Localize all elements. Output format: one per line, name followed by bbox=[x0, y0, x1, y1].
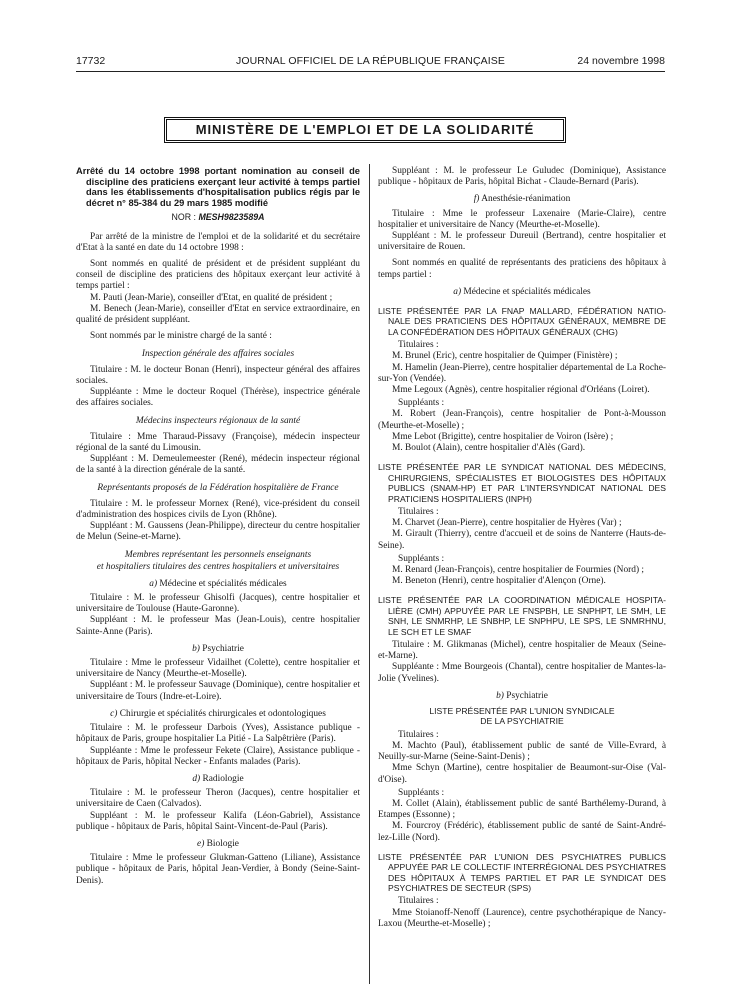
section-heading: Représentants proposés de la Fédération hospitalière de France bbox=[97, 483, 339, 494]
paragraph: Titulaire : Mme le professeur Laxenaire (Marie-Claire), centre hospitalier et universitaire de Nancy (Meurthe-et-Moselle). bbox=[378, 208, 666, 230]
left-column bbox=[76, 166, 360, 887]
nor-code: MESH9823589A bbox=[198, 212, 265, 223]
list-item: M. Beneton (Henri), centre hospitalier d'Alençon (Orne). bbox=[392, 576, 606, 587]
list-item: M. Brunel (Eric), centre hospitalier de Quimper (Finistère) ; bbox=[392, 351, 618, 362]
paragraph: Titulaire : Mme le professeur Glukman-Gatteno (Liliane), Assistance publique - hôpitaux de Paris, hôpital Jean-Verdier, à Bondy (Seine-Saint-Denis). bbox=[76, 853, 360, 886]
list-item: M. Boulot (Alain), centre hospitalier d'Alès (Gard). bbox=[392, 443, 586, 454]
list-item: M. Charvet (Jean-Pierre), centre hospitalier de Hyères (Var) ; bbox=[392, 518, 622, 529]
suppleants-label: Suppléants : bbox=[398, 787, 445, 798]
subsection-heading: d) Radiologie bbox=[192, 773, 244, 784]
paragraph: Titulaire : M. le professeur Mornex (René), vice-président du conseil d'administration des hospices civils de Lyon (Rhône). bbox=[76, 498, 360, 520]
page-header bbox=[76, 55, 665, 71]
column-divider bbox=[369, 164, 370, 984]
paragraph: Titulaire : Mme Tharaud-Pissavy (Françoise), médecin inspecteur régional de la santé du Limousin. bbox=[76, 431, 360, 453]
paragraph: Suppléant : M. le professeur Sauvage (Dominique), centre hospitalier et universitaire de Tours (Indre-et-Loire). bbox=[76, 680, 360, 702]
list-heading: LISTE PRÉSENTÉE PAR L'UNION DES PSYCHIATRES PUBLICS APPUYÉE PAR LE COLLECTIF INTERRÉGIONAL DES PSYCHIATRES DES HÔPITAUX À TEMPS PARTIEL ET PAR LE SYNDICAT DES PSYCHIATRES DE SECTEUR (SPS) bbox=[378, 851, 666, 894]
list-item: M. Girault (Thierry), centre d'accueil et de soins de Nanterre (Hauts-de-Seine). bbox=[378, 529, 666, 551]
issue-date: 24 novembre 1998 bbox=[577, 55, 665, 67]
subsection-heading: b) Psychiatrie bbox=[192, 643, 244, 654]
list-item: Mme Legoux (Agnès), centre hospitalier régional d'Orléans (Loiret). bbox=[392, 385, 650, 396]
section-heading: et hospitaliers titulaires des centres hospitaliers et universitaires bbox=[96, 561, 340, 572]
paragraph: Titulaire : M. le docteur Bonan (Henri), inspecteur général des affaires sociales. bbox=[76, 364, 360, 386]
paragraph: Suppléant : M. le professeur Le Guludec (Dominique), Assistance publique - hôpitaux de Paris, hôpital Bichat - Claude-Bernard (Paris). bbox=[378, 166, 666, 188]
suppleants-label: Suppléants : bbox=[398, 398, 445, 409]
paragraph: Titulaire : M. le professeur Ghisolfi (Jacques), centre hospitalier et universitaire de Toulouse (Haute-Garonne). bbox=[76, 593, 360, 615]
list-item: M. Robert (Jean-François), centre hospitalier de Pont-à-Mousson (Meurthe-et-Moselle) ; bbox=[378, 409, 666, 431]
paragraph: Sont nommés en qualité de représentants des praticiens des hôpitaux à temps partiel : bbox=[378, 258, 666, 280]
titulaires-label: Titulaires : bbox=[398, 896, 439, 907]
list-heading: LISTE PRÉSENTÉE PAR LE SYNDICAT NATIONAL DES MÉDECINS, CHIRURGIENS, SPÉCIALISTES ET BIOLOGISTES DES HÔPITAUX PUBLICS (SNAM-HP) ET PAR L'INTERSYNDICAT NATIONAL DES PRATICIENS HOSPITALIERS (INPH) bbox=[378, 462, 666, 504]
section-heading: Inspection générale des affaires sociales bbox=[141, 349, 295, 360]
subsection-heading: a) Médecine et spécialités médicales bbox=[453, 286, 591, 297]
list-item: Suppléante : Mme Bourgeois (Chantal), centre hospitalier de Mantes-la-Jolie (Yvelines). bbox=[378, 662, 666, 684]
list-heading: LISTE PRÉSENTÉE PAR LA COORDINATION MÉDICALE HOSPITA- LIÈRE (CMH) APPUYÉE PAR LE FNSPBH, LE SNPHPT, LE SMH, LE SNH, LE SNMRHP, LE SNBHP, LE SNPHPU, LE SPS, LE SNMRHNU, LE SCH ET LE SMAF bbox=[378, 595, 666, 637]
paragraph: Par arrêté de la ministre de l'emploi et de la solidarité et du secrétaire d'Etat à la santé en date du 14 octobre 1998 : bbox=[76, 231, 360, 253]
paragraph: Sont nommés en qualité de président et de président suppléant du conseil de discipline des praticiens des hôpitaux exerçant leur activité à temps partiel : bbox=[76, 258, 360, 292]
list-heading: DE LA PSYCHIATRIE bbox=[480, 716, 564, 727]
list-item: M. Machto (Paul), établissement public de santé de Ville-Evrard, à Neuilly-sur-Marne (Seine-Saint-Denis) ; bbox=[378, 740, 666, 763]
suppleants-label: Suppléants : bbox=[398, 553, 445, 564]
titulaires-label: Titulaires : bbox=[398, 506, 439, 517]
titulaires-label: Titulaires : bbox=[398, 340, 439, 351]
titulaires-label: Titulaires : bbox=[398, 729, 439, 740]
list-item: M. Collet (Alain), établissement public de santé Barthélemy-Durand, à Etampes (Essonne) ; bbox=[378, 799, 666, 821]
list-item: M. Fourcroy (Frédéric), établissement public de santé de Saint-André-lez-Lille (Nord). bbox=[378, 821, 666, 843]
nor-reference: NOR : MESH9823589A bbox=[171, 212, 265, 223]
subsection-heading: e) Biologie bbox=[197, 838, 239, 849]
paragraph: Suppléant : M. le professeur Mas (Jean-Louis), centre hospitalier Sainte-Anne (Paris). bbox=[76, 615, 360, 637]
paragraph: Suppléant : M. Demeulemeester (René), médecin inspecteur régional de la santé à la direction générale de la santé. bbox=[76, 454, 360, 476]
section-heading: Membres représentant les personnels enseignants bbox=[124, 550, 312, 561]
subsection-heading: b) Psychiatrie bbox=[496, 690, 548, 701]
subsection-heading: c) Chirurgie et spécialités chirurgicales et odontologiques bbox=[110, 708, 326, 719]
ministry-title: MINISTÈRE DE L'EMPLOI ET DE LA SOLIDARITÉ bbox=[195, 122, 535, 137]
paragraph: Sont nommés par le ministre chargé de la santé : bbox=[90, 331, 272, 342]
paragraph: Titulaire : M. le professeur Theron (Jacques), centre hospitalier et universitaire de Caen (Calvados). bbox=[76, 788, 360, 810]
ministry-title-box bbox=[164, 117, 566, 143]
paragraph: Titulaire : M. le professeur Darbois (Yves), Assistance publique - hôpitaux de Paris, groupe hospitalier La Pitié - La Salpêtrière (Paris). bbox=[76, 723, 360, 745]
list-item: Mme Stoianoff-Nenoff (Laurence), centre psychothérapique de Nancy-Laxou (Meurthe-et-Moselle) ; bbox=[378, 907, 666, 929]
list-item: M. Hamelin (Jean-Pierre), centre hospitalier départemental de La Roche-sur-Yon (Vendée). bbox=[378, 362, 666, 384]
right-column bbox=[378, 166, 666, 930]
arrete-title: Arrêté du 14 octobre 1998 portant nomination au conseil de discipline des praticiens exerçant leur activité à temps partiel dans les établissements d'hospitalisation publics régis par le décret n° 85-384 du 29 mars 1985 modifié bbox=[76, 166, 360, 208]
journal-title: JOURNAL OFFICIEL DE LA RÉPUBLIQUE FRANÇAISE bbox=[236, 55, 505, 67]
list-item: Mme Lebot (Brigitte), centre hospitalier de Voiron (Isère) ; bbox=[392, 431, 614, 442]
list-item: M. Renard (Jean-François), centre hospitalier de Fourmies (Nord) ; bbox=[392, 564, 645, 575]
subsection-heading: a) Médecine et spécialités médicales bbox=[149, 578, 287, 589]
list-heading: LISTE PRÉSENTÉE PAR L'UNION SYNDICALE bbox=[429, 705, 615, 716]
list-item: Mme Schyn (Martine), centre hospitalier de Beaumont-sur-Oise (Val-d'Oise). bbox=[378, 763, 666, 785]
page-number: 17732 bbox=[76, 55, 106, 67]
header-rule bbox=[76, 71, 665, 72]
section-heading: Médecins inspecteurs régionaux de la santé bbox=[135, 416, 301, 427]
paragraph: Suppléante : Mme le docteur Roquel (Thérèse), inspectrice générale des affaires sociales. bbox=[76, 387, 360, 409]
paragraph: M. Benech (Jean-Marie), conseiller d'Etat en service extraordinaire, en qualité de président suppléant. bbox=[76, 303, 360, 325]
paragraph: Suppléant : M. Gaussens (Jean-Philippe), directeur du centre hospitalier de Melun (Seine-et-Marne). bbox=[76, 521, 360, 543]
paragraph: Titulaire : Mme le professeur Vidailhet (Colette), centre hospitalier et universitaire de Nancy (Meurthe-et-Moselle). bbox=[76, 658, 360, 680]
paragraph: M. Pauti (Jean-Marie), conseiller d'Etat, en qualité de président ; bbox=[90, 292, 333, 303]
paragraph: Suppléant : M. le professeur Kalifa (Léon-Gabriel), Assistance publique - hôpitaux de Paris, hôpital Saint-Vincent-de-Paul (Paris). bbox=[76, 810, 360, 832]
subsection-heading: f) Anesthésie-réanimation bbox=[473, 194, 571, 205]
list-heading: LISTE PRÉSENTÉE PAR LA FNAP MALLARD, FÉDÉRATION NATIO- NALE DES PRATICIENS DES HÔPITAUX GÉNÉRAUX, MEMBRE DE LA CONFÉDÉRATION DES HÔPITAUX GÉNÉRAUX (CHG) bbox=[378, 306, 666, 337]
list-item: Titulaire : M. Glikmanas (Michel), centre hospitalier de Meaux (Seine-et-Marne). bbox=[378, 639, 666, 662]
paragraph: Suppléante : Mme le professeur Fekete (Claire), Assistance publique - hôpitaux de Paris, hôpital Necker - Enfants malades (Paris). bbox=[76, 745, 360, 767]
paragraph: Suppléant : M. le professeur Dureuil (Bertrand), centre hospitalier et universitaire de Rouen. bbox=[378, 231, 666, 253]
